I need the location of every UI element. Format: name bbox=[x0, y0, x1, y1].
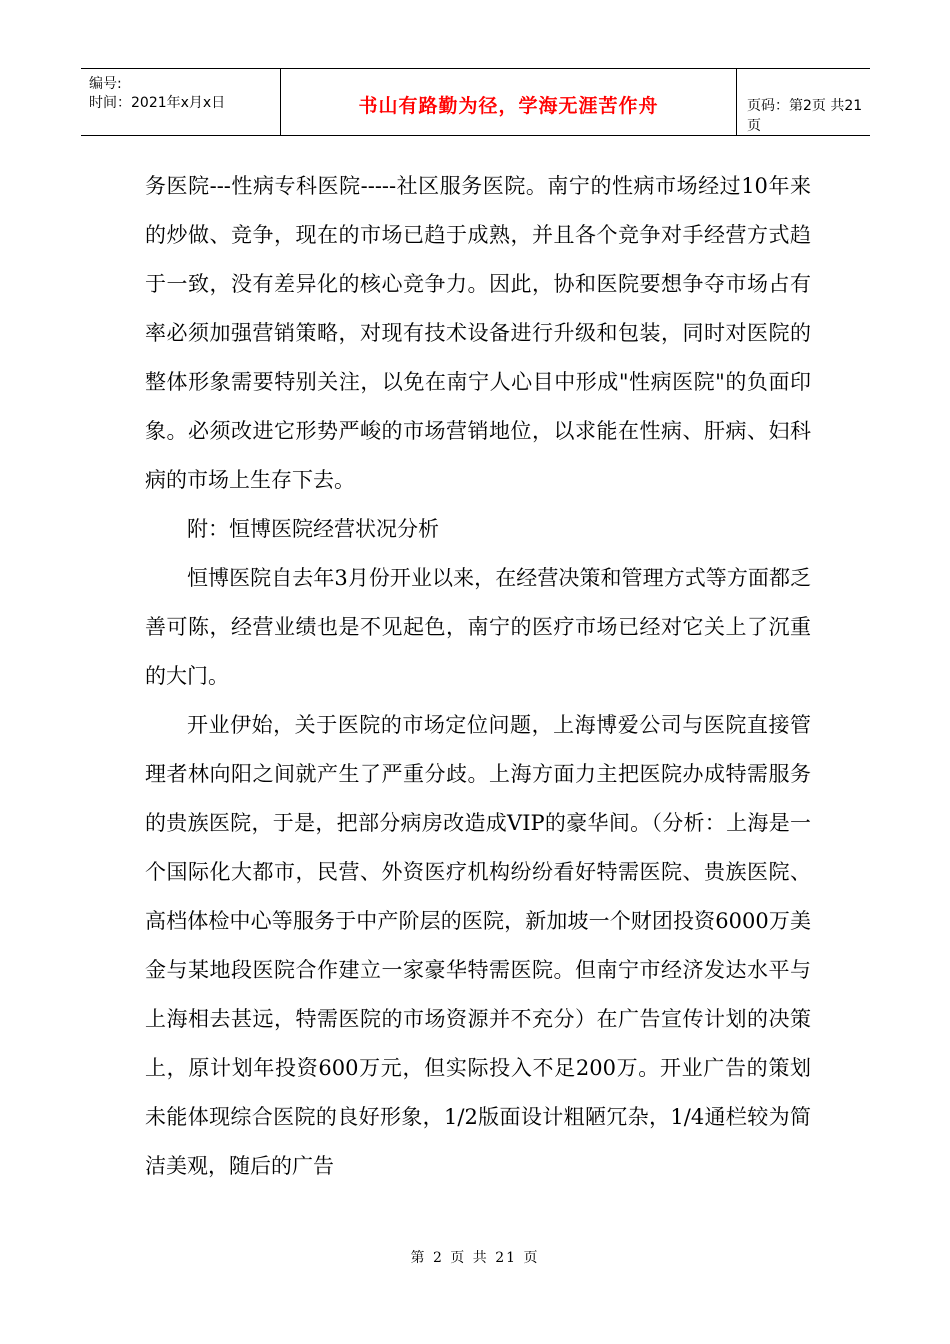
appendix-heading: 附：恒博医院经营状况分析 bbox=[187, 517, 439, 541]
header-motto: 书山有路勤为径，学海无涯苦作舟 bbox=[358, 95, 659, 117]
header-meta-cell bbox=[81, 69, 281, 135]
header-page-cell bbox=[737, 69, 870, 135]
document-time-label: 时间：2021年x月x日 bbox=[89, 95, 226, 111]
paragraph: 开业伊始，关于医院的市场定位问题，上海博爱公司与医院直接管理者林向阳之间就产生了严重分歧。上海方面力主把医院办成特需服务的贵族医院，于是，把部分病房改造成VIP的豪华间。（分析：上海是一个国际化大都市，民营、外资医疗机构纷纷看好特需医院、贵族医院、高档体检中心等服务于中产阶层的医院，新加坡一个财团投资6000万美金与某地段医院合作建立一家豪华特需医院。但南宁市经济发达水平与上海相去甚远，特需医院的市场资源并不充分）在广告宣传计划的决策上，原计划年投资600万元，但实际投入不足200万。开业广告的策划未能体现综合医院的良好形象，1/2版面设计粗陋冗杂，1/4通栏较为简洁美观，随后的广告 bbox=[145, 713, 811, 1178]
paragraph-continuation: 务医院---性病专科医院-----社区服务医院。南宁的性病市场经过10年来的炒做、竞争，现在的市场已趋于成熟，并且各个竞争对手经营方式趋于一致，没有差异化的核心竞争力。因此，协和医院要想争夺市场占有率必须加强营销策略，对现有技术设备进行升级和包装，同时对医院的整体形象需要特别关注，以免在南宁人心目中形成"性病医院"的负面印象。必须改进它形势严峻的市场营销地位，以求能在性病、肝病、妇科病的市场上生存下去。 bbox=[145, 174, 811, 492]
header-motto-cell bbox=[281, 69, 737, 135]
paragraph: 恒博医院自去年3月份开业以来，在经营决策和管理方式等方面都乏善可陈，经营业绩也是不见起色，南宁的医疗市场已经对它关上了沉重的大门。 bbox=[145, 566, 811, 688]
page-header bbox=[81, 68, 870, 136]
page-footer: 第 2 页 共 21 页 bbox=[410, 1250, 540, 1266]
header-page-info: 页码：第2页 共21页 bbox=[747, 98, 863, 134]
document-number-label: 编号: bbox=[89, 76, 122, 92]
document-body bbox=[145, 162, 811, 1191]
